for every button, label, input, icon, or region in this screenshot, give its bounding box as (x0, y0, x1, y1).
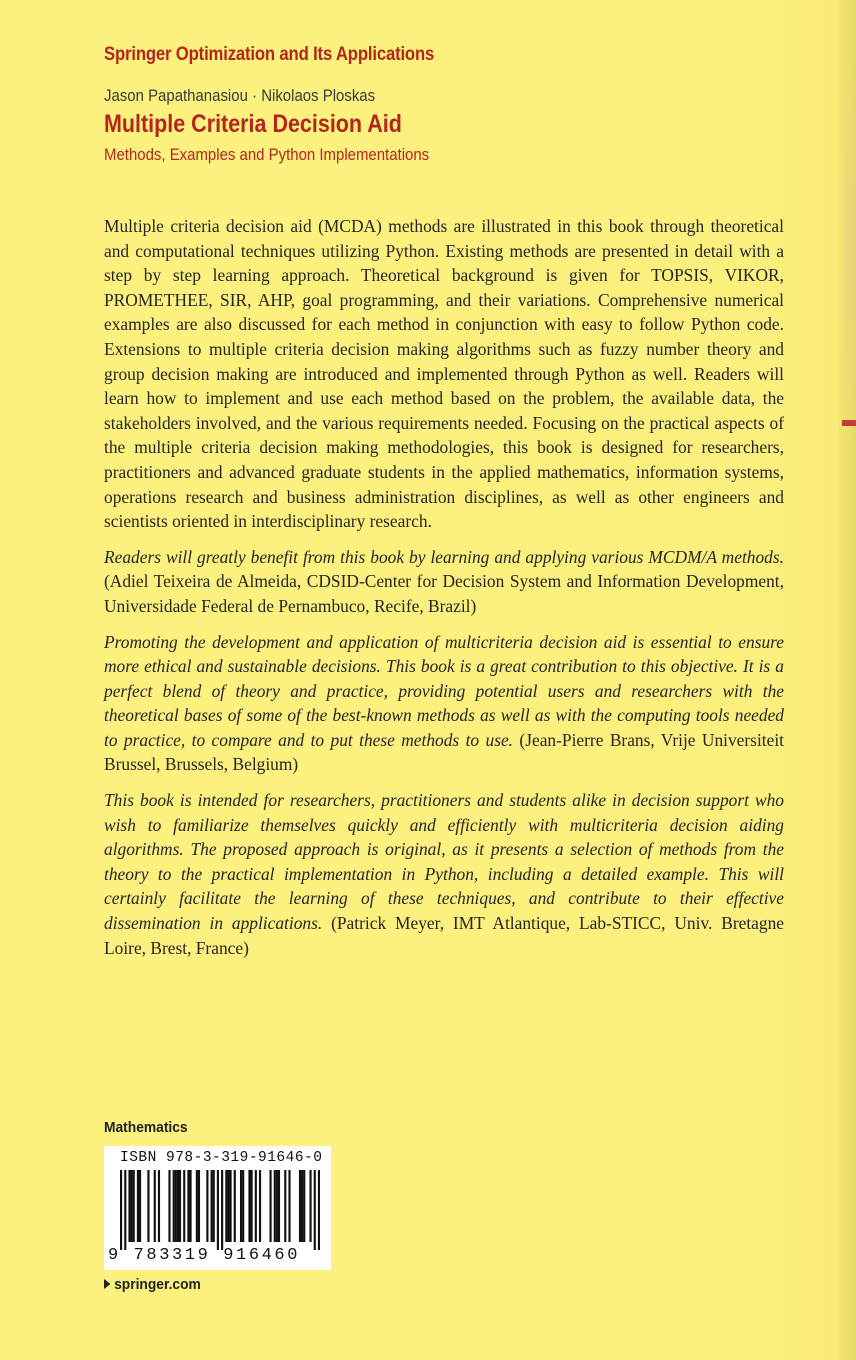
barcode-bar (173, 1170, 175, 1242)
isbn-label: ISBN 978-3-319-91646-0 (120, 1150, 323, 1166)
barcode-bar (299, 1170, 301, 1242)
spine-shading (844, 60, 856, 440)
barcode-bar (227, 1170, 229, 1242)
barcode-bar (211, 1170, 213, 1242)
barcode-bar (128, 1170, 130, 1242)
barcode-bar (147, 1170, 149, 1242)
website-link[interactable] (104, 1276, 201, 1293)
review-2 (104, 630, 784, 778)
barcode-bar (124, 1170, 126, 1250)
barcode-bar (288, 1170, 290, 1242)
barcode-bar (303, 1170, 305, 1242)
barcode-bar (133, 1170, 135, 1242)
barcode-bar (183, 1170, 185, 1242)
review-attribution: (Jean-Pierre Brans, Vrije Universiteit Brussel, Brussels, Belgium) (104, 729, 784, 775)
barcode-bar (168, 1170, 170, 1242)
barcode-bars (120, 1170, 320, 1250)
barcode-bar (301, 1170, 303, 1242)
subject-category: Mathematics (104, 1119, 188, 1136)
barcode-bar (206, 1170, 208, 1242)
review-attribution: (Patrick Meyer, IMT Atlantique, Lab-STICC, Univ. Bretagne Loire, Brest, France) (104, 913, 784, 958)
barcode-bar (284, 1170, 286, 1242)
barcode-bar (139, 1170, 141, 1242)
barcode-bar (189, 1170, 191, 1242)
barcode-bar (225, 1170, 227, 1242)
barcode-bar (278, 1170, 280, 1242)
review-quote: This book is intended for researchers, practitioners and students alike in decision support who wish to familiarize themselves quickly and efficiently with multicriteria decision aiding algorithms. The proposed approach is original, as it presents a selection of methods from the theory to the practical implementation in Python, including a detailed example. This will certainly facilitate the learning of these techniques, and contribute to their effective dissemination in applications. (104, 790, 784, 934)
barcode-bar (175, 1170, 177, 1242)
series-title: Springer Optimization and Its Applications (104, 44, 435, 65)
barcode-bar (177, 1170, 179, 1242)
barcode-bar (276, 1170, 278, 1242)
barcode-bar (234, 1170, 236, 1242)
description-paragraph: Multiple criteria decision aid (MCDA) methods are illustrated in this book through theoretical and computational techniques utilizing Python. Existing methods are presented in detail with a step by step learning approach. Theoretical background is given for TOPSIS, VIKOR, PROMETHEE, SIR, AHP, goal programming, and their variations. Comprehensive numerical examples are also discussed for each method in conjunction with easy to follow Python code. Extensions to multiple criteria decision making algorithms such as fuzzy number theory and group decision making are introduced and implemented through Python as well. Readers will learn how to implement and use each method based on the problem, the available data, the stakeholders involved, and the various requirements needed. Focusing on the practical aspects of the multiple criteria decision making methodologies, this book is designed for researchers, practitioners and advanced graduate students in the applied mathematics, information systems, operations research and business administration disciplines, as well as other engineers and scientists oriented in interdisciplinary research. (104, 216, 784, 532)
authors: Jason Papathanasiou · Nikolaos Ploskas (104, 86, 376, 105)
review-1 (104, 545, 784, 619)
barcode-bar (179, 1170, 181, 1242)
barcode-bar (229, 1170, 231, 1242)
barcode-bar (259, 1170, 261, 1242)
review-attribution: (Adiel Teixeira de Almeida, CDSID-Center for Decision System and Information Development, Universidade Federal de Pernambuco, Recife, Brazil) (104, 571, 784, 616)
review-quote: Readers will greatly benefit from this book by learning and applying various MCDM/A methods. (104, 546, 784, 567)
blurb-text (104, 214, 784, 971)
barcode-bar (213, 1170, 215, 1242)
barcode-bar (242, 1170, 244, 1242)
book-subtitle: Methods, Examples and Python Implementations (104, 145, 430, 164)
barcode-bar (221, 1170, 223, 1250)
barcode-bar (120, 1170, 122, 1250)
barcode-bar (269, 1170, 271, 1242)
barcode-digits: 9 783319 916460 (108, 1246, 301, 1265)
barcode-bar (314, 1170, 316, 1250)
barcode-bar (137, 1170, 139, 1242)
barcode-bar (255, 1170, 257, 1242)
barcode-bar (187, 1170, 189, 1242)
barcode-bar (154, 1170, 156, 1242)
spine-red-mark (842, 420, 856, 426)
website-text: springer.com (114, 1276, 201, 1293)
barcode-bar (309, 1170, 311, 1242)
barcode-bar (217, 1170, 219, 1250)
barcode-bar (196, 1170, 198, 1242)
book-title: Multiple Criteria Decision Aid (104, 110, 402, 138)
barcode-bar (198, 1170, 200, 1242)
review-quote: Promoting the development and application of multicriteria decision aid is essential to ensure more ethical and sustainable decisions. This book is a great contribution to this objective. It is a perfect blend of theory and practice, providing potential users and researchers with the theoretical bases of some of the best-known methods as well as with the computing tools needed to practice, to compare and to put these methods to use. (104, 631, 784, 750)
barcode-bar (240, 1170, 242, 1242)
barcode-bar (251, 1170, 253, 1242)
arrow-right-icon (104, 1279, 110, 1289)
isbn-barcode (104, 1146, 331, 1270)
barcode-bar (131, 1170, 133, 1242)
barcode-bar (274, 1170, 276, 1242)
barcode-bar (158, 1170, 160, 1242)
barcode-bar (318, 1170, 320, 1250)
barcode-bar (248, 1170, 250, 1242)
review-3 (104, 788, 784, 960)
